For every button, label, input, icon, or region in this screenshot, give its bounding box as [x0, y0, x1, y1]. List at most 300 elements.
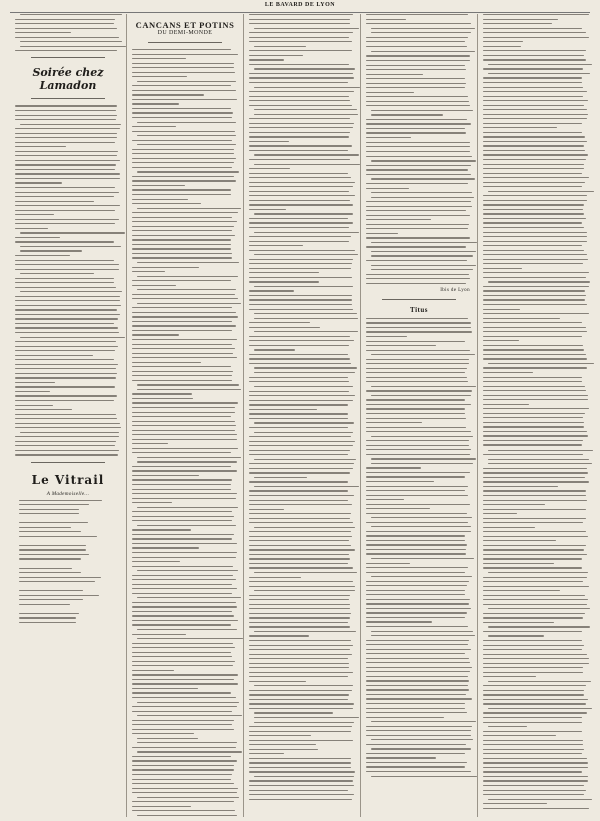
text-line — [366, 350, 470, 351]
text-line — [366, 41, 465, 42]
text-line — [366, 119, 467, 120]
text-line — [483, 472, 588, 473]
text-line — [483, 254, 587, 255]
heading-text: CANCANS ET POTINS — [135, 20, 235, 30]
text-line — [132, 221, 237, 222]
text-line — [483, 123, 582, 124]
text-line — [483, 631, 582, 632]
text-line — [483, 186, 582, 187]
text-line — [132, 162, 234, 163]
text-line — [366, 572, 465, 573]
text-line — [137, 525, 236, 526]
text-line — [249, 604, 350, 605]
text-line — [483, 481, 589, 482]
text-line — [15, 332, 119, 333]
text-line — [132, 661, 235, 662]
text-line — [249, 441, 355, 442]
text-line — [254, 109, 357, 110]
text-line — [249, 132, 350, 133]
text-line — [249, 676, 348, 677]
text-line — [366, 174, 471, 175]
text-line — [366, 156, 472, 157]
text-line — [19, 590, 83, 591]
text-line — [249, 186, 353, 187]
text-line — [19, 536, 97, 537]
text-line — [15, 427, 121, 428]
text-line — [132, 402, 238, 403]
text-line — [254, 254, 358, 255]
text-line — [483, 545, 586, 546]
text-line — [19, 522, 88, 523]
text-line — [366, 96, 468, 97]
text-line — [132, 652, 231, 653]
text-line — [132, 398, 193, 399]
text-line — [132, 285, 176, 286]
text-line — [249, 272, 319, 273]
text-line — [249, 222, 353, 223]
text-line — [132, 280, 231, 281]
text-line — [132, 452, 231, 453]
text-line — [483, 118, 587, 119]
text-line — [254, 486, 359, 487]
text-line — [254, 46, 306, 47]
text-line — [249, 744, 316, 745]
text-line — [137, 715, 242, 716]
text-line — [366, 730, 471, 731]
text-line — [249, 290, 294, 291]
text-line — [137, 570, 238, 571]
text-line — [483, 336, 582, 337]
text-line — [15, 355, 93, 356]
text-line — [366, 581, 469, 582]
text-line — [366, 331, 472, 332]
text-line — [132, 375, 232, 376]
text-line — [483, 168, 584, 169]
text-line — [366, 65, 465, 66]
text-line — [249, 100, 350, 101]
text-line — [483, 372, 533, 373]
text-line — [132, 362, 201, 363]
text-line — [483, 581, 583, 582]
text-line — [483, 241, 587, 242]
text-line — [483, 785, 584, 786]
text-line — [249, 522, 353, 523]
text-line — [132, 779, 231, 780]
text-line — [249, 799, 352, 800]
text-line — [132, 199, 188, 200]
text-line — [19, 613, 79, 614]
text-line — [249, 667, 349, 668]
text-line — [254, 68, 355, 69]
text-line — [366, 676, 468, 677]
text-line — [249, 563, 348, 564]
text-line — [132, 353, 233, 354]
text-line — [15, 269, 119, 270]
text-line — [366, 105, 470, 106]
text-line — [249, 690, 352, 691]
text-line — [15, 418, 117, 419]
signature: Ibis de Lyon — [440, 287, 470, 293]
text-line — [132, 683, 238, 684]
text-line — [249, 23, 350, 24]
text-line — [366, 694, 466, 695]
text-line — [366, 390, 472, 391]
text-line — [137, 457, 241, 458]
text-line — [483, 536, 588, 537]
text-line — [132, 421, 235, 422]
text-line — [132, 212, 238, 213]
text-line — [254, 367, 357, 368]
text-line — [483, 749, 584, 750]
text-line — [483, 91, 587, 92]
text-line — [483, 277, 586, 278]
text-line — [366, 753, 465, 754]
text-line — [483, 132, 582, 133]
article-title: Titus — [410, 305, 428, 314]
text-line — [132, 253, 232, 254]
text-line — [132, 90, 236, 91]
text-line — [132, 58, 186, 59]
text-line — [15, 400, 114, 401]
text-line — [15, 160, 120, 161]
text-line — [20, 246, 121, 247]
text-line — [15, 377, 116, 378]
text-line — [249, 354, 348, 355]
text-line — [20, 291, 122, 292]
text-line — [15, 323, 114, 324]
text-line — [132, 344, 232, 345]
text-line — [483, 435, 588, 436]
text-line — [483, 114, 588, 115]
text-line — [132, 611, 232, 612]
text-line — [132, 112, 233, 113]
text-line — [15, 119, 116, 120]
text-line — [249, 173, 348, 174]
text-line — [132, 248, 231, 249]
text-line — [249, 785, 354, 786]
text-line — [366, 513, 467, 514]
text-line — [249, 281, 319, 282]
text-line — [132, 692, 231, 693]
text-line — [483, 613, 585, 614]
text-line — [366, 535, 465, 536]
text-line — [483, 354, 586, 355]
text-block — [249, 386, 355, 800]
text-line — [366, 363, 469, 364]
text-line — [483, 200, 587, 201]
text-line — [254, 331, 358, 332]
text-line — [483, 422, 584, 423]
divider — [382, 299, 456, 300]
text-line — [366, 744, 466, 745]
text-line — [132, 516, 234, 517]
text-line — [132, 575, 233, 576]
text-line — [15, 205, 120, 206]
text-line — [132, 412, 235, 413]
text-line — [366, 594, 465, 595]
text-line — [366, 504, 470, 505]
text-line — [483, 658, 589, 659]
text-line — [132, 430, 235, 431]
text-line — [483, 513, 517, 514]
text-line — [132, 72, 235, 73]
text-line — [366, 55, 470, 56]
text-line — [483, 50, 586, 51]
text-line — [15, 296, 120, 297]
text-line — [132, 484, 231, 485]
text-line — [366, 667, 472, 668]
subheading-text: DU DEMI-MONDE — [157, 30, 213, 36]
text-line — [15, 214, 54, 215]
text-line — [137, 81, 236, 82]
text-line — [366, 486, 468, 487]
text-line — [15, 287, 116, 288]
text-line — [132, 670, 174, 671]
text-line — [132, 756, 231, 757]
text-line — [366, 653, 465, 654]
text-line — [366, 649, 471, 650]
text-line — [132, 49, 231, 50]
text-line — [483, 685, 586, 686]
text-line — [249, 735, 311, 736]
text-line — [483, 263, 583, 264]
text-line — [249, 758, 351, 759]
text-line — [137, 384, 239, 385]
column-5 — [478, 14, 594, 817]
text-line — [254, 590, 355, 591]
text-line — [483, 290, 585, 291]
text-line — [249, 259, 353, 260]
text-line — [483, 567, 582, 568]
text-line — [19, 554, 89, 555]
text-line — [249, 309, 353, 310]
text-line — [249, 794, 354, 795]
text-line — [483, 790, 586, 791]
text-block — [366, 318, 472, 777]
text-line — [483, 712, 587, 713]
text-line — [15, 450, 119, 451]
text-line — [483, 586, 589, 587]
text-line — [366, 418, 466, 419]
text-line — [371, 517, 472, 518]
text-line — [249, 391, 349, 392]
text-line — [366, 449, 471, 450]
text-line — [483, 259, 588, 260]
text-line — [371, 114, 443, 115]
text-line — [19, 599, 83, 600]
text-line — [483, 431, 587, 432]
text-line — [15, 37, 119, 38]
text-line — [132, 502, 172, 503]
text-line — [483, 159, 586, 160]
text-line — [371, 526, 471, 527]
text-line — [483, 154, 588, 155]
text-line — [132, 543, 237, 544]
text-line — [249, 177, 351, 178]
text-line — [483, 236, 587, 237]
text-line — [488, 450, 593, 451]
text-line — [249, 340, 354, 341]
text-line — [483, 413, 585, 414]
text-line — [19, 572, 81, 573]
text-line — [254, 372, 355, 373]
text-line — [249, 204, 353, 205]
text-line — [483, 177, 589, 178]
text-line — [483, 509, 586, 510]
text-line — [483, 218, 586, 219]
text-line — [366, 762, 467, 763]
text-line — [366, 404, 471, 405]
text-line — [366, 658, 469, 659]
text-line — [132, 439, 237, 440]
text-line — [132, 538, 232, 539]
text-line — [254, 349, 295, 350]
text-line — [483, 309, 520, 310]
text-line — [488, 799, 592, 800]
text-line — [249, 749, 318, 750]
text-line — [249, 731, 351, 732]
text-line — [132, 475, 199, 476]
text-line — [366, 37, 468, 38]
text-line — [366, 422, 422, 423]
text-line — [15, 278, 114, 279]
text-line — [366, 327, 471, 328]
text-line — [366, 644, 468, 645]
text-line — [254, 776, 354, 777]
text-line — [15, 405, 53, 406]
text-line — [19, 549, 86, 550]
text-line — [15, 241, 114, 242]
text-line — [132, 67, 234, 68]
text-line — [366, 359, 469, 360]
text-line — [132, 566, 233, 567]
text-line — [366, 188, 409, 189]
text-line — [249, 336, 350, 337]
text-line — [483, 690, 584, 691]
text-line — [132, 117, 232, 118]
text-line — [488, 281, 590, 282]
text-line — [249, 567, 353, 568]
text-line — [483, 549, 584, 550]
text-line — [249, 468, 353, 469]
text-line — [15, 414, 116, 415]
text-line — [132, 244, 231, 245]
text-line — [249, 168, 290, 169]
text-line — [483, 454, 583, 455]
text-line — [371, 354, 475, 355]
text-line — [132, 520, 232, 521]
text-line — [132, 267, 199, 268]
text-line — [15, 386, 115, 387]
text-line — [483, 722, 582, 723]
text-line — [15, 187, 115, 188]
text-block — [15, 14, 121, 51]
text-line — [254, 87, 360, 88]
page-columns — [10, 14, 594, 817]
text-line — [137, 276, 238, 277]
text-line — [249, 649, 350, 650]
text-line — [371, 748, 471, 749]
text-line — [15, 23, 114, 24]
text-line — [132, 180, 236, 181]
text-line — [254, 422, 354, 423]
text-line — [366, 183, 468, 184]
text-line — [249, 245, 303, 246]
text-line — [483, 96, 583, 97]
text-line — [366, 274, 469, 275]
text-line — [132, 425, 236, 426]
text-line — [249, 64, 349, 65]
text-line — [132, 366, 231, 367]
text-line — [132, 239, 231, 240]
text-line — [15, 391, 50, 392]
text-line — [132, 99, 237, 100]
text-line — [132, 54, 238, 55]
text-line — [371, 631, 473, 632]
text-line — [15, 255, 70, 256]
text-line — [132, 312, 236, 313]
text-line — [366, 69, 466, 70]
text-line — [15, 223, 115, 224]
text-line — [20, 250, 82, 251]
text-line — [249, 195, 355, 196]
text-line — [483, 150, 585, 151]
text-line — [366, 540, 465, 541]
text-line — [15, 395, 117, 396]
poem-dedication: A Mademoiselle... — [46, 490, 90, 497]
text-line — [132, 765, 234, 766]
text-line — [366, 427, 466, 428]
text-line — [249, 545, 351, 546]
text-line — [249, 236, 351, 237]
text-block — [366, 51, 472, 147]
text-line — [15, 305, 121, 306]
text-line — [15, 264, 119, 265]
text-line — [483, 767, 588, 768]
text-line — [483, 753, 582, 754]
text-line — [483, 468, 587, 469]
text-line — [132, 620, 238, 621]
text-line — [366, 499, 404, 500]
text-line — [132, 801, 234, 802]
text-line — [132, 217, 232, 218]
text-line — [132, 307, 232, 308]
text-line — [249, 626, 350, 627]
text-line — [371, 739, 473, 740]
text-line — [132, 416, 231, 417]
text-line — [483, 250, 584, 251]
text-line — [249, 200, 350, 201]
text-line — [249, 82, 348, 83]
text-line — [15, 318, 118, 319]
text-line — [132, 706, 237, 707]
text-line — [483, 676, 536, 677]
text-line — [366, 621, 432, 622]
text-line — [19, 617, 76, 618]
text-line — [483, 645, 584, 646]
text-line — [249, 645, 353, 646]
text-line — [19, 531, 81, 532]
text-line — [483, 426, 584, 427]
text-line — [15, 228, 48, 229]
text-line — [483, 771, 582, 772]
text-line — [132, 665, 233, 666]
text-line — [483, 105, 584, 106]
text-line — [15, 19, 115, 20]
text-line — [15, 142, 115, 143]
text-line — [483, 232, 587, 233]
text-line — [132, 470, 237, 471]
